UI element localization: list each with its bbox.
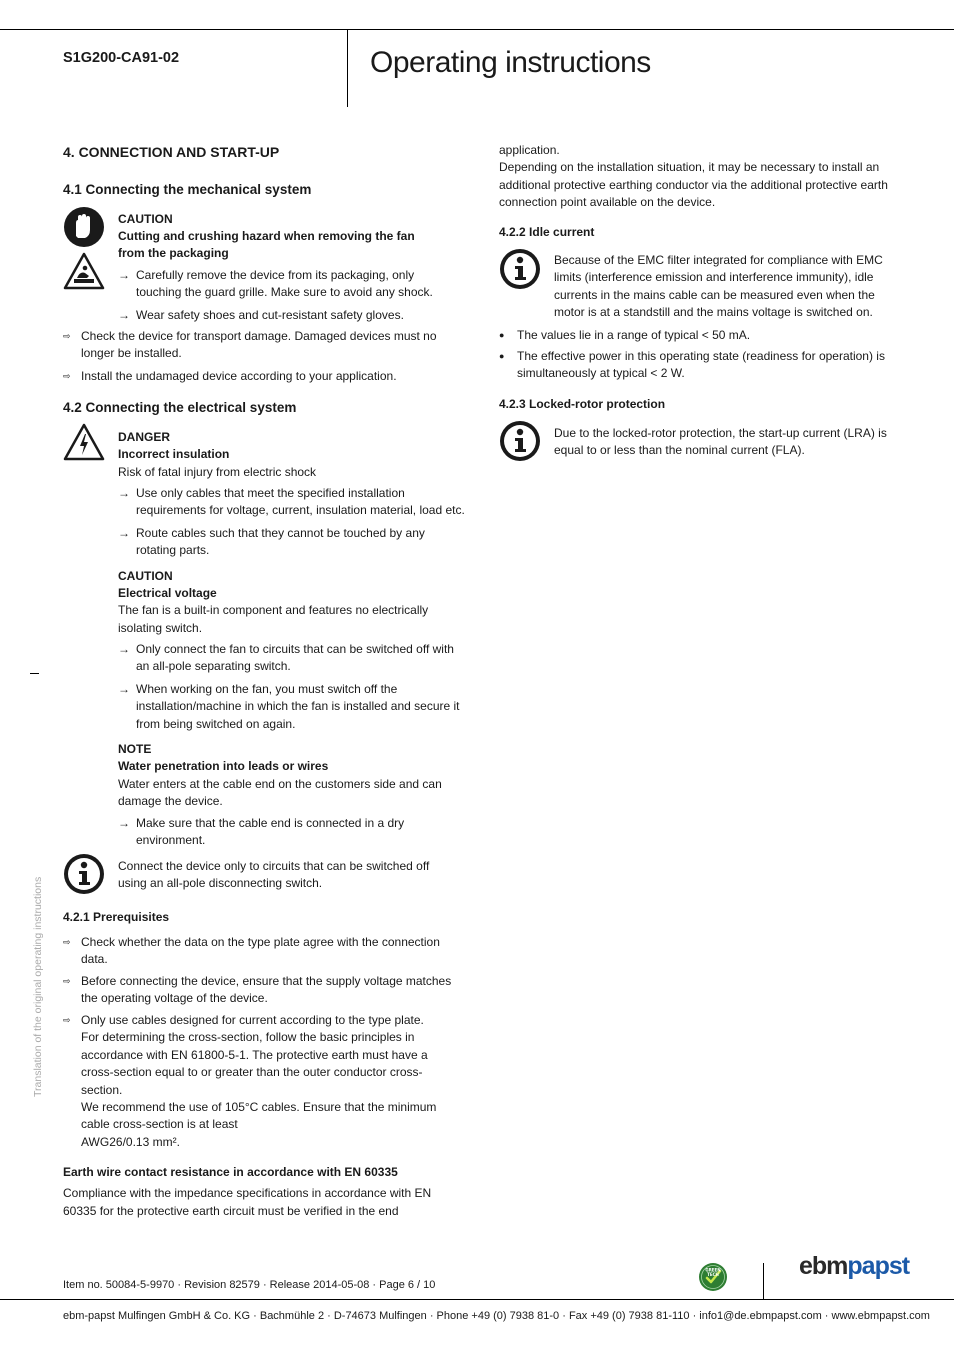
instruction-text: Wear safety shoes and cut-resistant safety gloves. bbox=[136, 308, 404, 322]
instruction-text: installation/machine in which the fan is installed and secure it bbox=[136, 699, 460, 714]
list-item bbox=[63, 973, 451, 1008]
hollow-arrow-icon: ⇨ bbox=[63, 331, 71, 341]
instruction-text: Only connect the fan to circuits that can be switched off with bbox=[136, 642, 454, 656]
paragraph-line: connection point available on the device. bbox=[499, 195, 716, 210]
list-item-text: For determining the cross-section, follow the basic principles in bbox=[81, 1030, 415, 1045]
caution-heading: Electrical voltage bbox=[118, 586, 217, 600]
subsection-title-4-2-3: 4.2.3 Locked-rotor protection bbox=[499, 397, 666, 411]
list-item bbox=[63, 1012, 436, 1151]
instruction-item bbox=[118, 681, 460, 733]
caution-heading: from the packaging bbox=[118, 246, 229, 260]
instruction-text: an all-pole separating switch. bbox=[136, 659, 291, 674]
list-item-text: Before connecting the device, ensure that the supply voltage matches bbox=[81, 974, 452, 988]
caution-text: isolating switch. bbox=[118, 621, 203, 635]
list-item-text: longer be installed. bbox=[81, 346, 182, 361]
earth-wire-heading: Earth wire contact resistance in accordance with EN 60335 bbox=[63, 1165, 398, 1179]
logo-divider bbox=[763, 1263, 764, 1299]
info-text: equal to or less than the nominal current (FLA). bbox=[554, 443, 805, 457]
note-text: Water enters at the cable end on the customers side and can bbox=[118, 777, 442, 791]
danger-text: Risk of fatal injury from electric shock bbox=[118, 465, 317, 479]
instruction-text: from being switched on again. bbox=[136, 716, 296, 731]
list-item-text: Only use cables designed for current according to the type plate. bbox=[81, 1013, 424, 1027]
list-item-text: Check the device for transport damage. Damaged devices must no bbox=[81, 329, 437, 343]
arrow-icon: → bbox=[118, 308, 130, 322]
subsection-title-4-2-2: 4.2.2 Idle current bbox=[499, 225, 595, 239]
info-text: currents in the mains cable can be measured even when the bbox=[554, 287, 875, 302]
info-text-block bbox=[554, 252, 883, 322]
badge-text: TECH bbox=[707, 1272, 719, 1277]
bullet-icon: ● bbox=[499, 351, 505, 361]
hollow-arrow-icon: ⇨ bbox=[63, 937, 71, 947]
footer-rule bbox=[0, 1299, 954, 1300]
hollow-arrow-icon: ⇨ bbox=[63, 976, 71, 986]
info-text: limits (interference emission and interference immunity), idle bbox=[554, 270, 874, 285]
earth-wire-text: Compliance with the impedance specifications in accordance with EN bbox=[63, 1186, 432, 1200]
list-item-text: cable cross-section is at least bbox=[81, 1117, 238, 1132]
bullet-icon: ● bbox=[499, 330, 505, 340]
badge-text: GREEN bbox=[705, 1267, 721, 1273]
list-item-text: accordance with EN 61800-5-1. The protective earth must have a bbox=[81, 1047, 428, 1062]
list-item-text: Install the undamaged device according to your application. bbox=[81, 369, 397, 383]
subsection-title-4-1: 4.1 Connecting the mechanical system bbox=[63, 182, 312, 197]
side-note: Translation of the original operating instructions bbox=[32, 876, 44, 1097]
instruction-item bbox=[118, 485, 465, 520]
instruction-text: touching the guard grille. Make sure to avoid any shock. bbox=[136, 285, 433, 300]
info-icon bbox=[63, 853, 105, 895]
greentech-badge bbox=[698, 1262, 728, 1292]
item-info: Item no. 50084-5-9970 · Revision 82579 · Release 2014-05-08 · Page 6 / 10 bbox=[63, 1279, 436, 1291]
caution-label: CAUTION bbox=[118, 212, 173, 226]
arrow-icon: → bbox=[118, 526, 130, 540]
caution-label: CAUTION bbox=[118, 569, 173, 583]
gloves-icon bbox=[63, 206, 105, 248]
info-text: using an all-pole disconnecting switch. bbox=[118, 876, 323, 890]
hollow-arrow-icon: ⇨ bbox=[63, 371, 71, 381]
info-text: Because of the EMC filter integrated for compliance with EMC bbox=[554, 253, 883, 267]
list-item bbox=[499, 327, 750, 344]
header-rule bbox=[0, 29, 954, 30]
instruction-text: Carefully remove the device from its packaging, only bbox=[136, 268, 415, 282]
instruction-item bbox=[118, 815, 404, 850]
logo-papst: papst bbox=[847, 1252, 910, 1280]
arrow-icon: → bbox=[118, 486, 130, 500]
info-icon bbox=[499, 248, 541, 290]
hollow-arrow-icon: ⇨ bbox=[63, 1015, 71, 1025]
list-item-text: cross-section equal to or greater than the outer conductor cross- bbox=[81, 1065, 423, 1080]
info-text: motor is at a standstill and the mains voltage is switched on. bbox=[554, 305, 873, 320]
danger-label: DANGER bbox=[118, 430, 171, 444]
info-text: Due to the locked-rotor protection, the start-up current (LRA) is bbox=[554, 426, 887, 440]
instruction-text: Make sure that the cable end is connected in a dry bbox=[136, 816, 405, 830]
danger-heading: Incorrect insulation bbox=[118, 447, 230, 461]
instruction-text: rotating parts. bbox=[136, 543, 210, 558]
list-item bbox=[63, 934, 440, 969]
note-label: NOTE bbox=[118, 742, 152, 756]
company-address: ebm-papst Mulfingen GmbH & Co. KG · Bachmühle 2 · D-74673 Mulfingen · Phone +49 (0) 7938 81-0 · Fax +49 (0) 7938 81-110 · info1@de.ebmpapst.com · www.ebmpapst.com bbox=[63, 1310, 930, 1322]
instruction-text: requirements for voltage, current, insulation material, load etc. bbox=[136, 503, 465, 518]
list-item bbox=[499, 348, 885, 383]
list-item-text: section. bbox=[81, 1082, 123, 1097]
arrow-icon: → bbox=[118, 642, 130, 656]
list-item-text: Check whether the data on the type plate agree with the connection bbox=[81, 935, 440, 949]
subsection-title-4-2: 4.2 Connecting the electrical system bbox=[63, 400, 297, 415]
instruction-text: Use only cables that meet the specified installation bbox=[136, 486, 405, 500]
arrow-icon: → bbox=[118, 268, 130, 282]
section-title: 4. CONNECTION AND START-UP bbox=[63, 144, 280, 160]
page-title: Operating instructions bbox=[370, 46, 651, 79]
instruction-item bbox=[118, 525, 425, 560]
instruction-item bbox=[118, 267, 433, 302]
info-icon bbox=[499, 420, 541, 462]
arrow-icon: → bbox=[118, 816, 130, 830]
continued-paragraph bbox=[499, 142, 888, 212]
earth-wire-text: 60335 for the protective earth circuit must be verified in the end bbox=[63, 1204, 399, 1218]
paragraph-line: application. bbox=[499, 143, 560, 157]
paragraph-line: additional protective earthing conductor via the additional protective earth bbox=[499, 177, 888, 192]
list-item bbox=[63, 328, 437, 363]
caution-text: The fan is a built-in component and features no electrically bbox=[118, 603, 429, 617]
info-text: Connect the device only to circuits that can be switched off bbox=[118, 859, 430, 873]
note-heading: Water penetration into leads or wires bbox=[118, 759, 329, 773]
instruction-item bbox=[118, 307, 404, 324]
list-item-text: The values lie in a range of typical < 50 mA. bbox=[517, 328, 751, 342]
list-item-text: AWG26/0.13 mm². bbox=[81, 1134, 180, 1149]
crushing-hazard-icon bbox=[63, 252, 105, 290]
instruction-text: Route cables such that they cannot be touched by any bbox=[136, 526, 425, 540]
list-item-text: the operating voltage of the device. bbox=[81, 991, 268, 1006]
header-divider bbox=[347, 30, 348, 107]
fold-mark bbox=[30, 673, 39, 674]
arrow-icon: → bbox=[118, 682, 130, 696]
model-number: S1G200-CA91-02 bbox=[63, 50, 180, 66]
paragraph-line: Depending on the installation situation, it may be necessary to install an bbox=[499, 160, 880, 175]
subsection-title-4-2-1: 4.2.1 Prerequisites bbox=[63, 910, 170, 924]
caution-heading: Cutting and crushing hazard when removing the fan bbox=[118, 229, 415, 243]
instruction-item bbox=[118, 641, 454, 676]
instruction-text: When working on the fan, you must switch off the bbox=[136, 682, 398, 696]
logo-ebm: ebm bbox=[799, 1252, 848, 1280]
note-text: damage the device. bbox=[118, 794, 223, 808]
instruction-text: environment. bbox=[136, 833, 206, 848]
list-item bbox=[63, 368, 397, 385]
electric-shock-icon bbox=[63, 423, 105, 461]
company-logo bbox=[799, 1252, 910, 1280]
list-item-text: simultaneously at typical < 2 W. bbox=[517, 366, 685, 381]
list-item-text: We recommend the use of 105°C cables. Ensure that the minimum bbox=[81, 1100, 437, 1115]
list-item-text: The effective power in this operating state (readiness for operation) is bbox=[517, 349, 885, 363]
list-item-text: data. bbox=[81, 952, 108, 967]
